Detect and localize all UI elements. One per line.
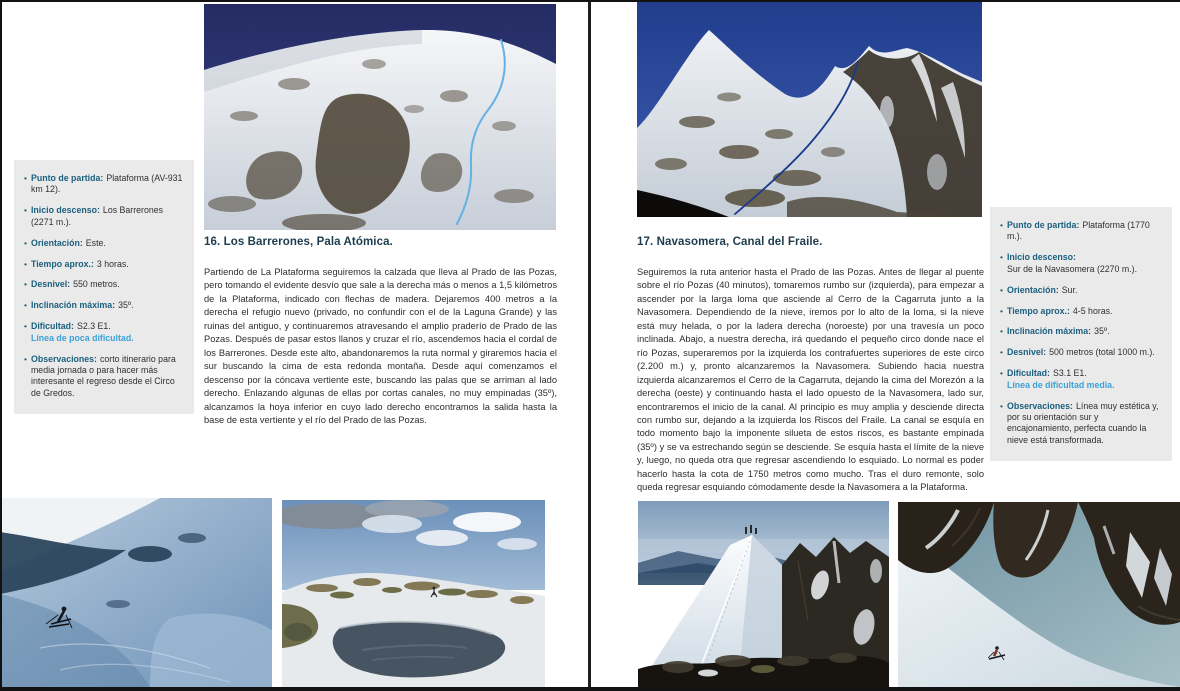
info-item <box>24 279 184 290</box>
info-label: Punto de partida: <box>1006 220 1080 230</box>
page-border-bottom <box>0 687 1180 691</box>
info-value: Este. <box>85 237 106 248</box>
info-label: Punto de partida: <box>30 173 104 183</box>
info-item <box>1000 306 1162 317</box>
info-item <box>1000 220 1162 243</box>
bullet-icon: • <box>24 258 27 269</box>
info-value: S3.1 E1. <box>1053 368 1087 379</box>
page-gutter-divider <box>588 0 591 691</box>
info-item <box>24 173 184 196</box>
route-description: Partiendo de La Plataforma seguiremos la calzada que lleva al Prado de las Pozas, pero tomando el evidente desvío que sale a la derecha más o menos a 1,5 kilómetros de la Plataforma, indicado con flechas de madera. Dejaremos 400 metros a la derecha el refugio nuevo (privado, no confundir con el de la Laguna Grande) y las ruinas del antiguo, y continuaremos atravesando el amplio praderío de Prado de las Pozas. Después de pasar estos llanos y cruzar el río, ascendemos hacia el cordal de los Barrerones. Desde este alto, abandonaremos la ruta normal y giraremos hacia el sur buscando la cima de esta redonda montaña. Desde aquí comenzamos el descenso por la cóncava vertiente este, buscando las palas que se arriman al lado derecho. Enlazando algunas de ellas por cortas canales, no muy empinadas (35º), alcanzamos la hoya inferior en cuyo lado derecho encontramos la salida hasta la base de esta vertiente y el río del Prado de las Pozas. <box>204 267 557 425</box>
info-item <box>24 238 184 249</box>
info-item <box>1000 285 1162 296</box>
pool-photo-illustration <box>282 500 545 687</box>
bullet-icon: • <box>24 279 27 290</box>
info-value: Los Barrerones (2271 m.). <box>30 205 164 227</box>
info-label: Dificultad: <box>1006 368 1050 379</box>
ridge-photo-illustration <box>638 501 889 687</box>
mountain-photo-illustration <box>637 2 982 217</box>
bullet-icon: • <box>24 173 27 183</box>
bullet-icon: • <box>1000 305 1003 316</box>
page-border-left <box>0 0 2 691</box>
info-item <box>1000 401 1162 447</box>
bullet-icon: • <box>1000 347 1003 358</box>
info-label: Tiempo aprox.: <box>30 258 94 269</box>
bullet-icon: • <box>1000 252 1003 263</box>
bullet-icon: • <box>1000 326 1003 337</box>
route-infobox <box>14 160 194 414</box>
difficulty-note: Línea de dificultad media. <box>1006 379 1115 390</box>
photo-skier-blue-slope <box>0 498 272 687</box>
route-infobox <box>990 207 1172 461</box>
info-value: Sur. <box>1061 284 1078 295</box>
photo-summit-ridge <box>638 501 889 687</box>
couloir-photo-illustration <box>898 502 1180 687</box>
photo-couloir-skier <box>898 502 1180 687</box>
info-value: 35º. <box>1094 326 1110 337</box>
info-label: Inicio descenso: <box>30 205 100 216</box>
info-item <box>24 300 184 311</box>
info-value: 4-5 horas. <box>1072 305 1113 316</box>
info-item <box>1000 252 1162 275</box>
info-value: Sur de la Navasomera (2270 m.). <box>1006 263 1138 274</box>
info-value: S2.3 E1. <box>77 321 111 332</box>
info-value: corto itinerario para media jornada o para hacer más interesante el regreso desde el Circo de Gredos. <box>30 353 176 398</box>
bullet-icon: • <box>24 353 27 364</box>
info-value: 3 horas. <box>96 258 129 269</box>
info-value: 500 metros (total 1000 m.). <box>1049 347 1155 358</box>
bullet-icon: • <box>1000 220 1003 230</box>
bullet-icon: • <box>1000 400 1003 411</box>
info-value: 550 metros. <box>73 279 120 290</box>
info-label: Orientación: <box>1006 284 1059 295</box>
info-value: Plataforma (AV-931 km 12). <box>30 173 183 195</box>
bullet-icon: • <box>24 237 27 248</box>
info-label: Observaciones: <box>30 353 97 364</box>
info-label: Inicio descenso: <box>1006 252 1076 263</box>
info-item <box>24 205 184 228</box>
info-label: Observaciones: <box>1006 400 1073 411</box>
info-value: Plataforma (1770 m.). <box>1006 220 1150 242</box>
route-title: 16. Los Barrerones, Pala Atómica. <box>204 236 393 248</box>
info-item <box>1000 368 1162 391</box>
bullet-icon: • <box>24 205 27 216</box>
info-label: Inclinación máxima: <box>30 300 116 311</box>
page-border-top <box>0 0 1180 2</box>
info-label: Desnivel: <box>30 279 71 290</box>
photo-thaw-pool <box>282 500 545 687</box>
info-label: Tiempo aprox.: <box>1006 305 1070 316</box>
route-photo-navasomera <box>637 2 982 217</box>
info-value: Línea muy estética y, por su orientación sur y encajonamiento, perfecta cuando la nieve está transformada. <box>1006 400 1159 445</box>
info-label: Dificultad: <box>30 321 74 332</box>
info-label: Orientación: <box>30 237 83 248</box>
bullet-icon: • <box>24 300 27 311</box>
route-photo-barrerones <box>204 4 556 230</box>
bullet-icon: • <box>1000 368 1003 379</box>
info-item <box>1000 326 1162 337</box>
info-label: Inclinación máxima: <box>1006 326 1092 337</box>
route-description: Seguiremos la ruta anterior hasta el Prado de las Pozas. Antes de llegar al puente sobre el río Pozas (40 minutos), tomaremos rumbo sur (izquierda), para empezar a ascender por la larga loma que asciende al Cerro de la Cagarruta junto a la Navasomera. Dependiendo de la nieve, iremos por lo alto de la loma, si la nieve está muy helada, o por la ladera derecha (noroeste) por una travesía un poco inclinada. Abajo, a nuestra derecha, irá quedando el pequeño circo donde nace el río Pozas, superaremos por la izquierda los contrafuertes superiores de este circo (2.200 m.) y, pronto alcanzaremos la Navasomera. Subiendo hacia nuestra izquierda alcanzaremos el Cerro de la Cagarruta, dejando la cima del Morezón a la derecha (oeste) y continuando hasta el lado opuesto de la Navasomera, lado sur, encontraremos el inicio de la canal. Al principio es muy amplia y desciende directa con rumbo sur, dejando a la izquierda los Riscos del Fraile. La canal se esquía en todo momento bajo la imponente silueta de estos riscos, es bastante empinada (35º) y se va estrechando según se desciende. Se esquía hasta el límite de la nieve y, luego, no queda otra que regresar ascendiendo lo esquiado. Lo normal es poder hacerlo hasta la cota de 1750 metros como mucho. Tras el duro remonte, solo queda regresar esquiando cómodamente desde la Navasomera a la Plataforma. <box>637 267 984 493</box>
info-value: 35º. <box>118 300 134 311</box>
info-item <box>24 321 184 344</box>
mountain-photo-illustration <box>204 4 556 230</box>
info-item <box>24 354 184 400</box>
skier-photo-illustration <box>0 498 272 687</box>
bullet-icon: • <box>1000 284 1003 295</box>
info-item <box>24 259 184 270</box>
bullet-icon: • <box>24 321 27 332</box>
route-title: 17. Navasomera, Canal del Fraile. <box>637 236 823 248</box>
info-label: Desnivel: <box>1006 347 1047 358</box>
difficulty-note: Línea de poca dificultad. <box>30 332 134 343</box>
info-item <box>1000 347 1162 358</box>
